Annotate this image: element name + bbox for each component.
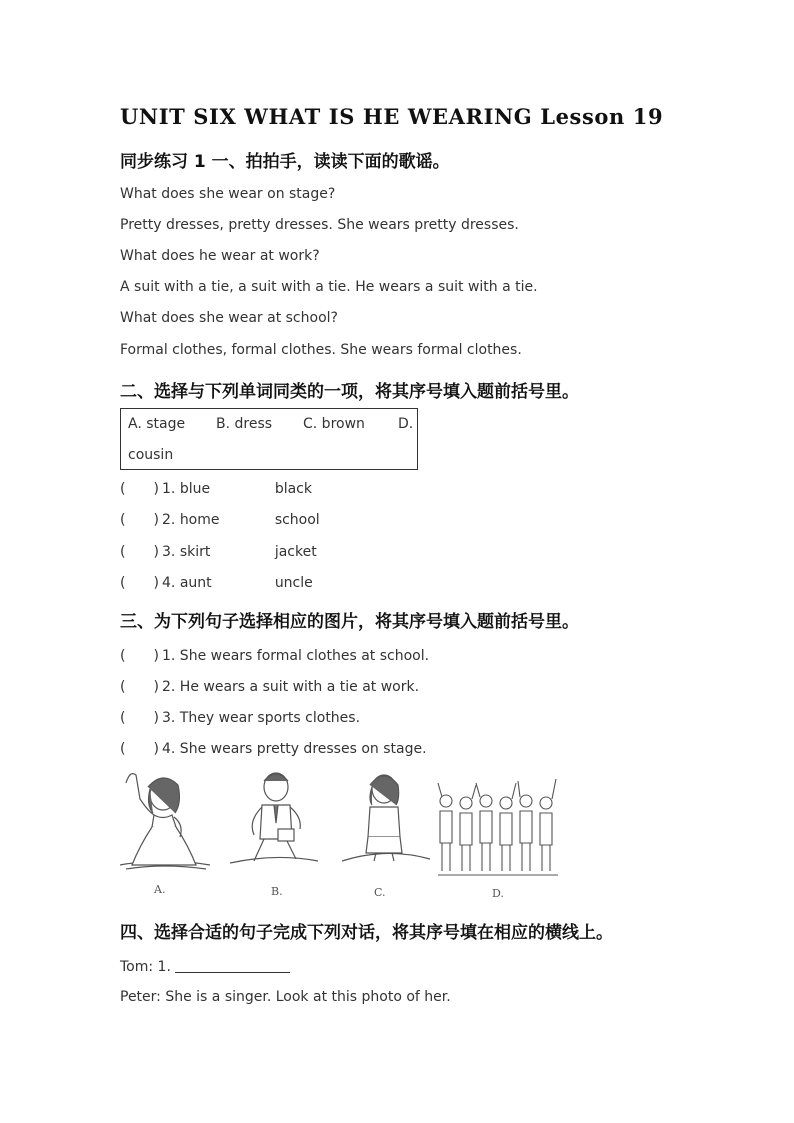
dialogue-line-2: Peter: She is a singer. Look at this photo of her. xyxy=(120,989,451,1005)
section4-heading: 四、选择合适的句子完成下列对话，将其序号填在相应的横线上。 xyxy=(120,923,613,943)
answer-paren[interactable]: ( ) xyxy=(120,481,159,497)
answer-paren[interactable]: ( ) xyxy=(120,710,159,726)
question-word: blue xyxy=(179,481,211,497)
answer-paren[interactable]: ( ) xyxy=(120,512,159,528)
question-number: 2. xyxy=(162,512,176,528)
rhyme-line-2: Pretty dresses, pretty dresses. She wears pretty dresses. xyxy=(120,217,519,233)
picture-question-3 xyxy=(120,707,360,727)
picture-question-4 xyxy=(120,738,427,758)
word-options-box xyxy=(120,408,418,470)
picture-a-singer xyxy=(118,765,213,880)
word-question-4 xyxy=(120,572,313,592)
dialogue-speaker: Tom: 1. xyxy=(120,959,171,975)
picture-label-a: A. xyxy=(154,883,166,896)
question-number: 3. xyxy=(162,544,176,560)
question-word: uncle xyxy=(274,575,313,591)
question-number: 1. xyxy=(162,481,176,497)
word-question-3 xyxy=(120,541,317,561)
question-text: 1. She wears formal clothes at school. xyxy=(162,648,430,664)
picture-c-teacher xyxy=(338,765,433,880)
question-word: school xyxy=(274,512,320,528)
option-b: B. dress xyxy=(216,416,273,432)
answer-paren[interactable]: ( ) xyxy=(120,679,159,695)
rhyme-line-3: What does he wear at work? xyxy=(120,248,320,264)
picture-label-c: C. xyxy=(374,886,386,899)
option-d-word: cousin xyxy=(128,447,174,463)
question-text: 3. They wear sports clothes. xyxy=(162,710,361,726)
answer-paren[interactable]: ( ) xyxy=(120,575,159,591)
rhyme-line-5: What does she wear at school? xyxy=(120,310,338,326)
question-number: 4. xyxy=(162,575,176,591)
question-word: jacket xyxy=(274,544,317,560)
option-c: C. brown xyxy=(303,416,365,432)
section3-heading: 三、为下列句子选择相应的图片，将其序号填入题前括号里。 xyxy=(120,612,579,632)
option-a: A. stage xyxy=(128,416,186,432)
answer-paren[interactable]: ( ) xyxy=(120,741,159,757)
answer-paren[interactable]: ( ) xyxy=(120,648,159,664)
picture-strip xyxy=(118,765,560,905)
question-text: 2. He wears a suit with a tie at work. xyxy=(162,679,420,695)
picture-label-b: B. xyxy=(271,885,283,898)
section2-heading: 二、选择与下列单词同类的一项，将其序号填入题前括号里。 xyxy=(120,382,579,402)
question-word: aunt xyxy=(179,575,212,591)
rhyme-line-6: Formal clothes, formal clothes. She wears formal clothes. xyxy=(120,342,522,358)
answer-blank[interactable] xyxy=(175,958,290,973)
rhyme-line-4: A suit with a tie, a suit with a tie. He wears a suit with a tie. xyxy=(120,279,538,295)
question-text: 4. She wears pretty dresses on stage. xyxy=(162,741,427,757)
dialogue-line-1 xyxy=(120,958,290,975)
picture-question-2 xyxy=(120,676,419,696)
word-question-1 xyxy=(120,478,312,498)
picture-b-businessman xyxy=(226,765,321,880)
page-title: UNIT SIX WHAT IS HE WEARING Lesson 19 xyxy=(120,104,664,129)
picture-d-group xyxy=(436,765,560,895)
option-d: D. xyxy=(398,416,414,432)
rhyme-line-1: What does she wear on stage? xyxy=(120,186,336,202)
word-question-2 xyxy=(120,509,320,529)
question-word: skirt xyxy=(179,544,211,560)
question-word: black xyxy=(274,481,312,497)
picture-question-1 xyxy=(120,645,429,665)
question-word: home xyxy=(179,512,220,528)
answer-paren[interactable]: ( ) xyxy=(120,544,159,560)
picture-label-d: D. xyxy=(492,887,504,900)
section1-heading: 同步练习 1 一、拍拍手，读读下面的歌谣。 xyxy=(120,152,450,172)
